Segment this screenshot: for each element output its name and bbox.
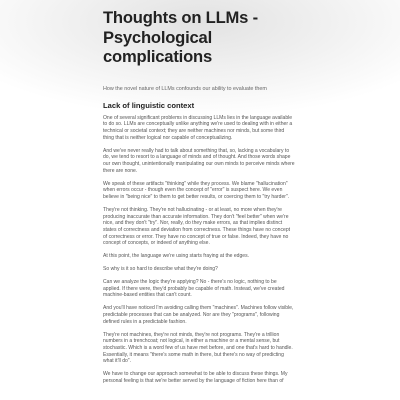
article-title: Thoughts on LLMs - Psychological complications [103, 8, 258, 66]
paragraph: Can we analyze the logic they're applying? No - there's no logic, nothing to be applied. If there were, they'd probably be capable of math. Instead, we've created machine-based entities that can't count. [103, 278, 285, 299]
paragraph: We have to change our approach somewhat to be able to discuss these things. My personal feeling is that we're better served by the language of fiction here than of [103, 371, 288, 384]
article [103, 8, 295, 391]
paragraph: At this point, the language we're using starts fraying at the edges. [103, 253, 250, 260]
article-subtitle: How the novel nature of LLMs confounds our ability to evaluate them [103, 85, 267, 92]
paragraph: And you'll have noticed I'm avoiding calling them "machines". Machines follow visible, predictable processes that can be analyzed. Nor are they "programs", following defined rules in a predictable fashion. [103, 305, 294, 325]
paragraph: They're not machines, they're not minds, they're not programs. They're a trillion numbers in a trenchcoat; not logical, in either a machine or a mental sense, but stochastic. Which is a word few of us have met before, and one that's hard to handle. Essentially, it means "there's some math in there, but there's no way of predicting what it'll do". [103, 331, 293, 365]
paragraph: So why is it so hard to describe what they're doing? [103, 266, 218, 273]
paragraph: We speak of these artifacts "thinking" while they process. We blame "hallucination" when errors occur - though even the concept of "error" is suspect here. We even believe in "being nice" to them to get better results, or coercing them to "try harder". [103, 180, 290, 200]
paragraph: One of several significant problems in discussing LLMs lies in the language available to do so. LLMs are conceptually unlike anything we're used to dealing with in either a technical or societal context; they are neither machines nor minds, but some third thing that is neither logical nor capable of conceptualizing. [103, 114, 293, 141]
paragraph: And we've never really had to talk about something that, so, lacking a vocabulary to do, we tend to resort to a language of minds and of thought. And those words shape our own thought, unintentionally manipulating our own minds to perceive minds where there are none. [103, 147, 295, 174]
section-heading: Lack of linguistic context [103, 100, 195, 110]
paragraph: They're not thinking. They're not hallucinating - or at least, no more when they're producing inaccurate than accurate information. They don't "feel better" when we're nice, and they don't "try". Nor, really, do they make errors, as that implies distinct states of correctness and deviation from correctness. These things have no concept of correctness or error. They have no concept of true or false. Indeed, they have no concept of concepts, or indeed of anything else. [103, 206, 291, 247]
